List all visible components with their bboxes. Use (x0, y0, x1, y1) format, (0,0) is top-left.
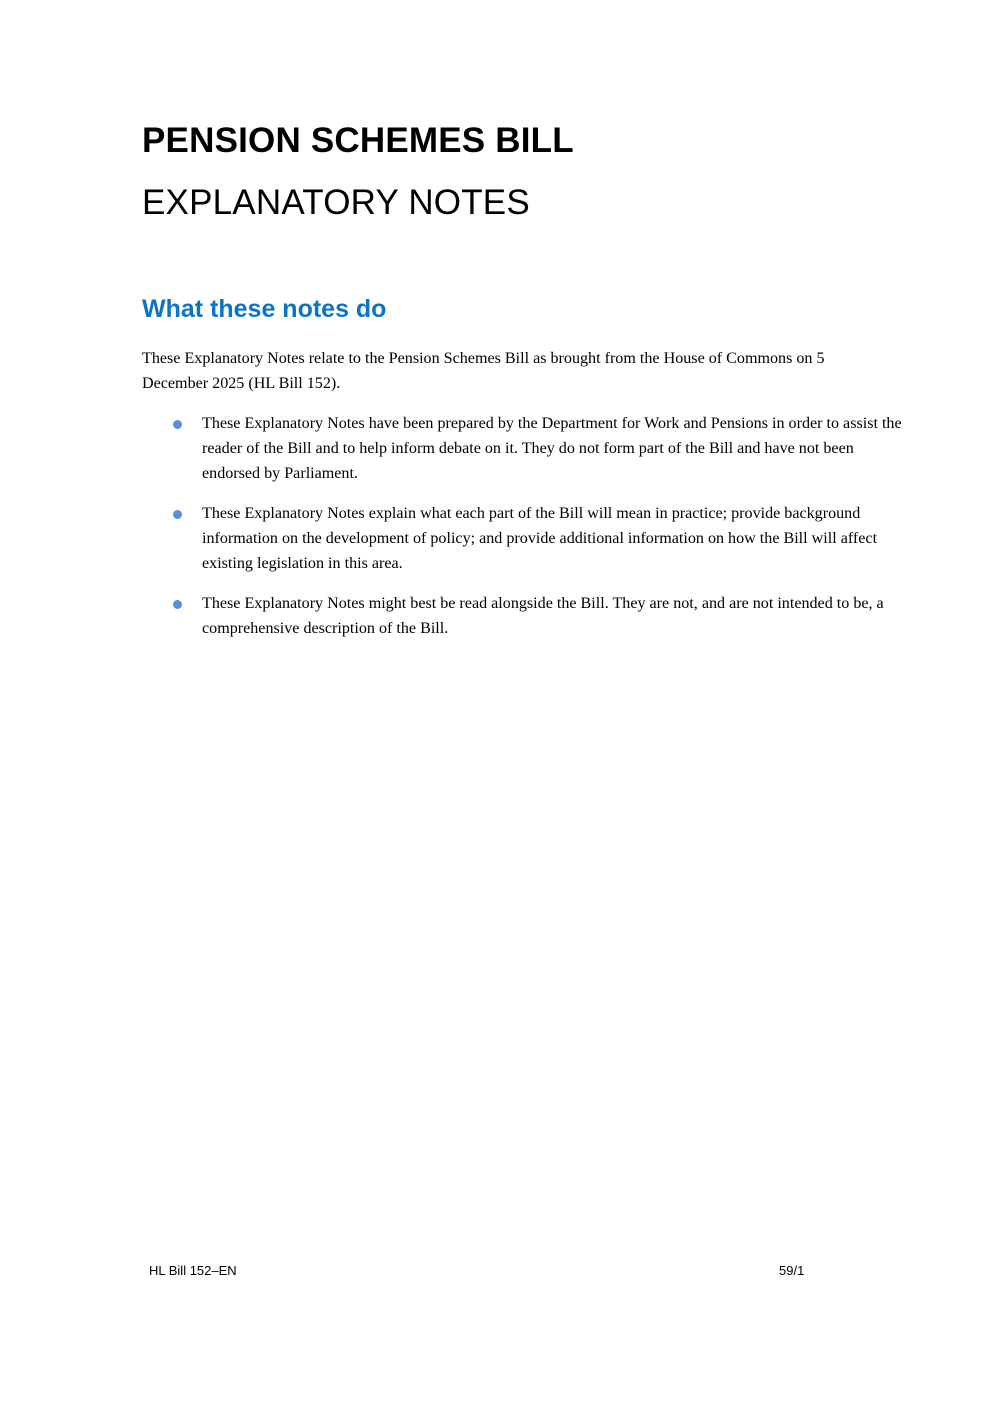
intro-paragraph: These Explanatory Notes relate to the Pension Schemes Bill as brought from the House of Commons on 5 December 2025 (HL Bill 152). (142, 350, 825, 392)
document-title: PENSION SCHEMES BILL (142, 121, 574, 160)
bullet-item (142, 591, 902, 641)
bullet-text: These Explanatory Notes have been prepared by the Department for Work and Pensions in order to assist the reader of the Bill and to help inform debate on it. They do not form part of the Bill and have not been endorsed by Parliament. (202, 415, 902, 482)
bullet-list (142, 411, 902, 656)
bullet-item (142, 501, 902, 576)
bullet-text: These Explanatory Notes explain what each part of the Bill will mean in practice; provide background information on the development of policy; and provide additional information on how the Bill will affect existing legislation in this area. (202, 505, 878, 572)
footer-bill-reference: HL Bill 152–EN (149, 1263, 237, 1278)
bullet-dot-icon (173, 600, 182, 609)
bullet-dot-icon (173, 510, 182, 519)
document-subtitle: EXPLANATORY NOTES (142, 183, 530, 222)
section-heading: What these notes do (142, 295, 387, 323)
bullet-item (142, 411, 902, 486)
footer-page-reference: 59/1 (779, 1263, 805, 1278)
bullet-dot-icon (173, 420, 182, 429)
bullet-text: These Explanatory Notes might best be read alongside the Bill. They are not, and are not intended to be, a comprehensive description of the Bill. (202, 595, 884, 637)
